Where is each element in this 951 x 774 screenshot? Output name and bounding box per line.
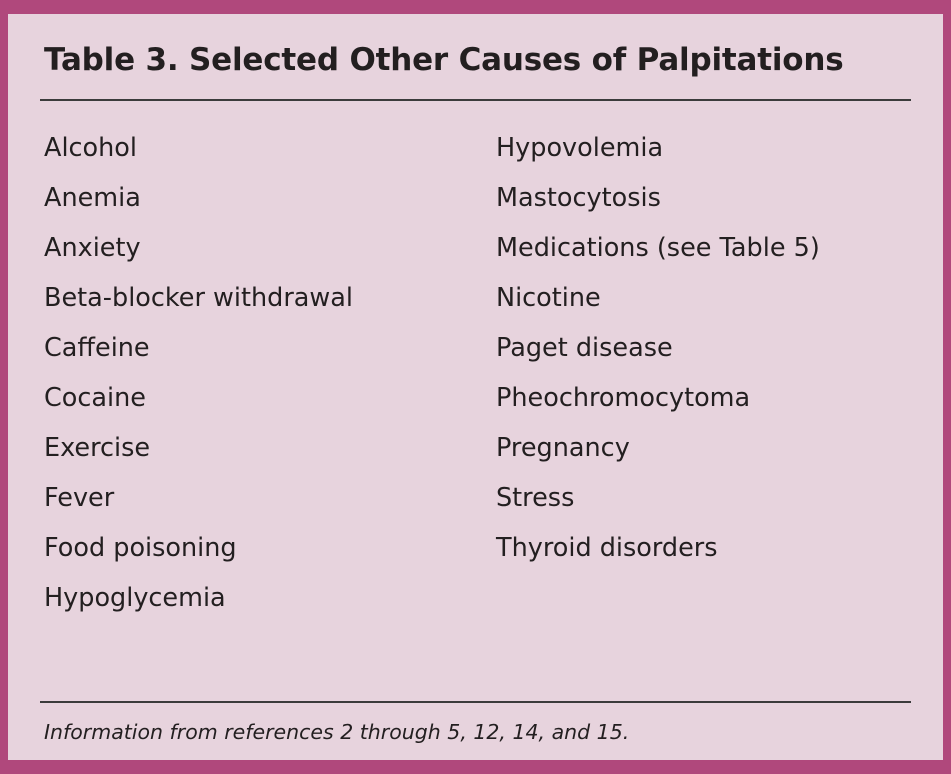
list-item: Fever [44,483,115,514]
list-item: Mastocytosis [496,183,661,214]
list-item: Caffeine [44,333,150,364]
list-item: Thyroid disorders [496,533,718,564]
list-item: Medications (see Table 5) [496,233,820,264]
list-item: Pheochromocytoma [496,383,751,414]
left-column [44,123,496,683]
list-item: Paget disease [496,333,673,364]
list-item: Food poisoning [44,533,237,564]
table-inner [8,14,943,760]
list-item: Pregnancy [496,433,630,464]
list-item: Hypoglycemia [44,583,226,614]
list-item: Anxiety [44,233,141,264]
list-item: Cocaine [44,383,146,414]
list-item: Anemia [44,183,141,214]
page-title: Table 3. Selected Other Causes of Palpitations [44,42,844,78]
right-column [496,123,911,683]
table-body [38,101,913,683]
list-item: Beta-blocker withdrawal [44,283,354,314]
list-item: Stress [496,483,575,514]
list-item: Exercise [44,433,151,464]
table-footnote: Information from references 2 through 5, 12, 14, and 15. [44,720,630,745]
list-item: Hypovolemia [496,133,664,164]
list-item: Alcohol [44,133,137,164]
list-item: Nicotine [496,283,601,314]
